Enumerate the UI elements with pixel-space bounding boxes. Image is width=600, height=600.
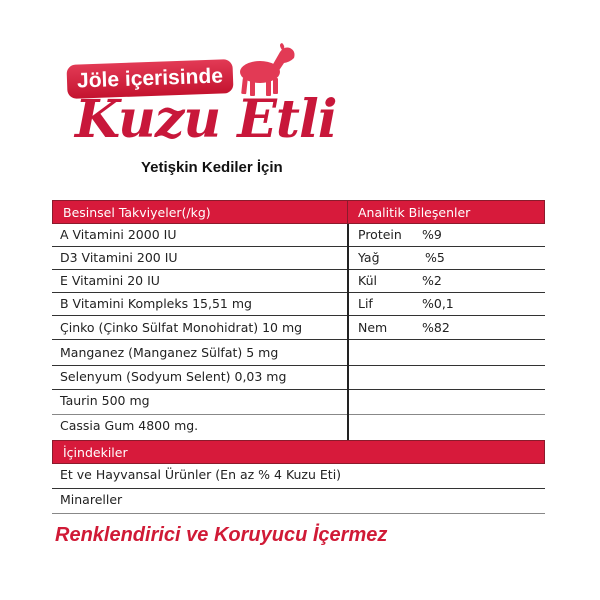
table-row (52, 342, 545, 366)
analytics-header: Analitik Bileşenler (347, 200, 545, 224)
table-row (52, 247, 545, 270)
supplement-cell: Çinko (Çinko Sülfat Monohidrat) 10 mg (60, 320, 303, 335)
analytic-value: %2 (422, 273, 442, 288)
jelly-badge: Jöle içerisinde (66, 59, 233, 99)
table-row (52, 390, 545, 415)
supplement-cell: Manganez (Manganez Sülfat) 5 mg (60, 345, 279, 360)
analytic-name: Nem (358, 320, 388, 335)
analytic-value: %9 (422, 227, 442, 242)
supplement-cell: Taurin 500 mg (60, 393, 150, 408)
ingredient-cell: Et ve Hayvansal Ürünler (En az % 4 Kuzu Eti) (60, 467, 342, 482)
table-row (52, 270, 545, 293)
ingredient-row (52, 489, 545, 514)
product-title: Kuzu Etli (75, 89, 337, 150)
analytic-name: Yağ (358, 250, 380, 265)
supplement-cell: Selenyum (Sodyum Selent) 0,03 mg (60, 369, 287, 384)
product-subtitle: Yetişkin Kediler İçin (141, 159, 283, 176)
analytic-name: Protein (358, 227, 402, 242)
analytic-name: Kül (358, 273, 377, 288)
supplement-cell: D3 Vitamini 200 IU (60, 250, 178, 265)
column-divider (347, 224, 349, 440)
supplements-header: Besinsel Takviyeler(/kg) (52, 200, 348, 224)
supplement-cell: B Vitamini Kompleks 15,51 mg (60, 296, 252, 311)
table-row (52, 415, 545, 440)
ingredient-cell: Minareller (60, 492, 123, 507)
analytic-value: %5 (425, 250, 445, 265)
analytic-value: %0,1 (422, 296, 454, 311)
analytic-value: %82 (422, 320, 450, 335)
ingredients-header: İçindekiler (52, 440, 545, 464)
supplement-cell: E Vitamini 20 IU (60, 273, 160, 288)
table-row (52, 317, 545, 340)
supplement-cell: A Vitamini 2000 IU (60, 227, 177, 242)
table-row (52, 366, 545, 390)
no-additives-tagline: Renklendirici ve Koruyucu İçermez (55, 524, 388, 546)
table-row (52, 224, 545, 247)
ingredient-row (52, 464, 545, 489)
table-row (52, 293, 545, 316)
analytic-name: Lif (358, 296, 373, 311)
supplement-cell: Cassia Gum 4800 mg. (60, 418, 199, 433)
